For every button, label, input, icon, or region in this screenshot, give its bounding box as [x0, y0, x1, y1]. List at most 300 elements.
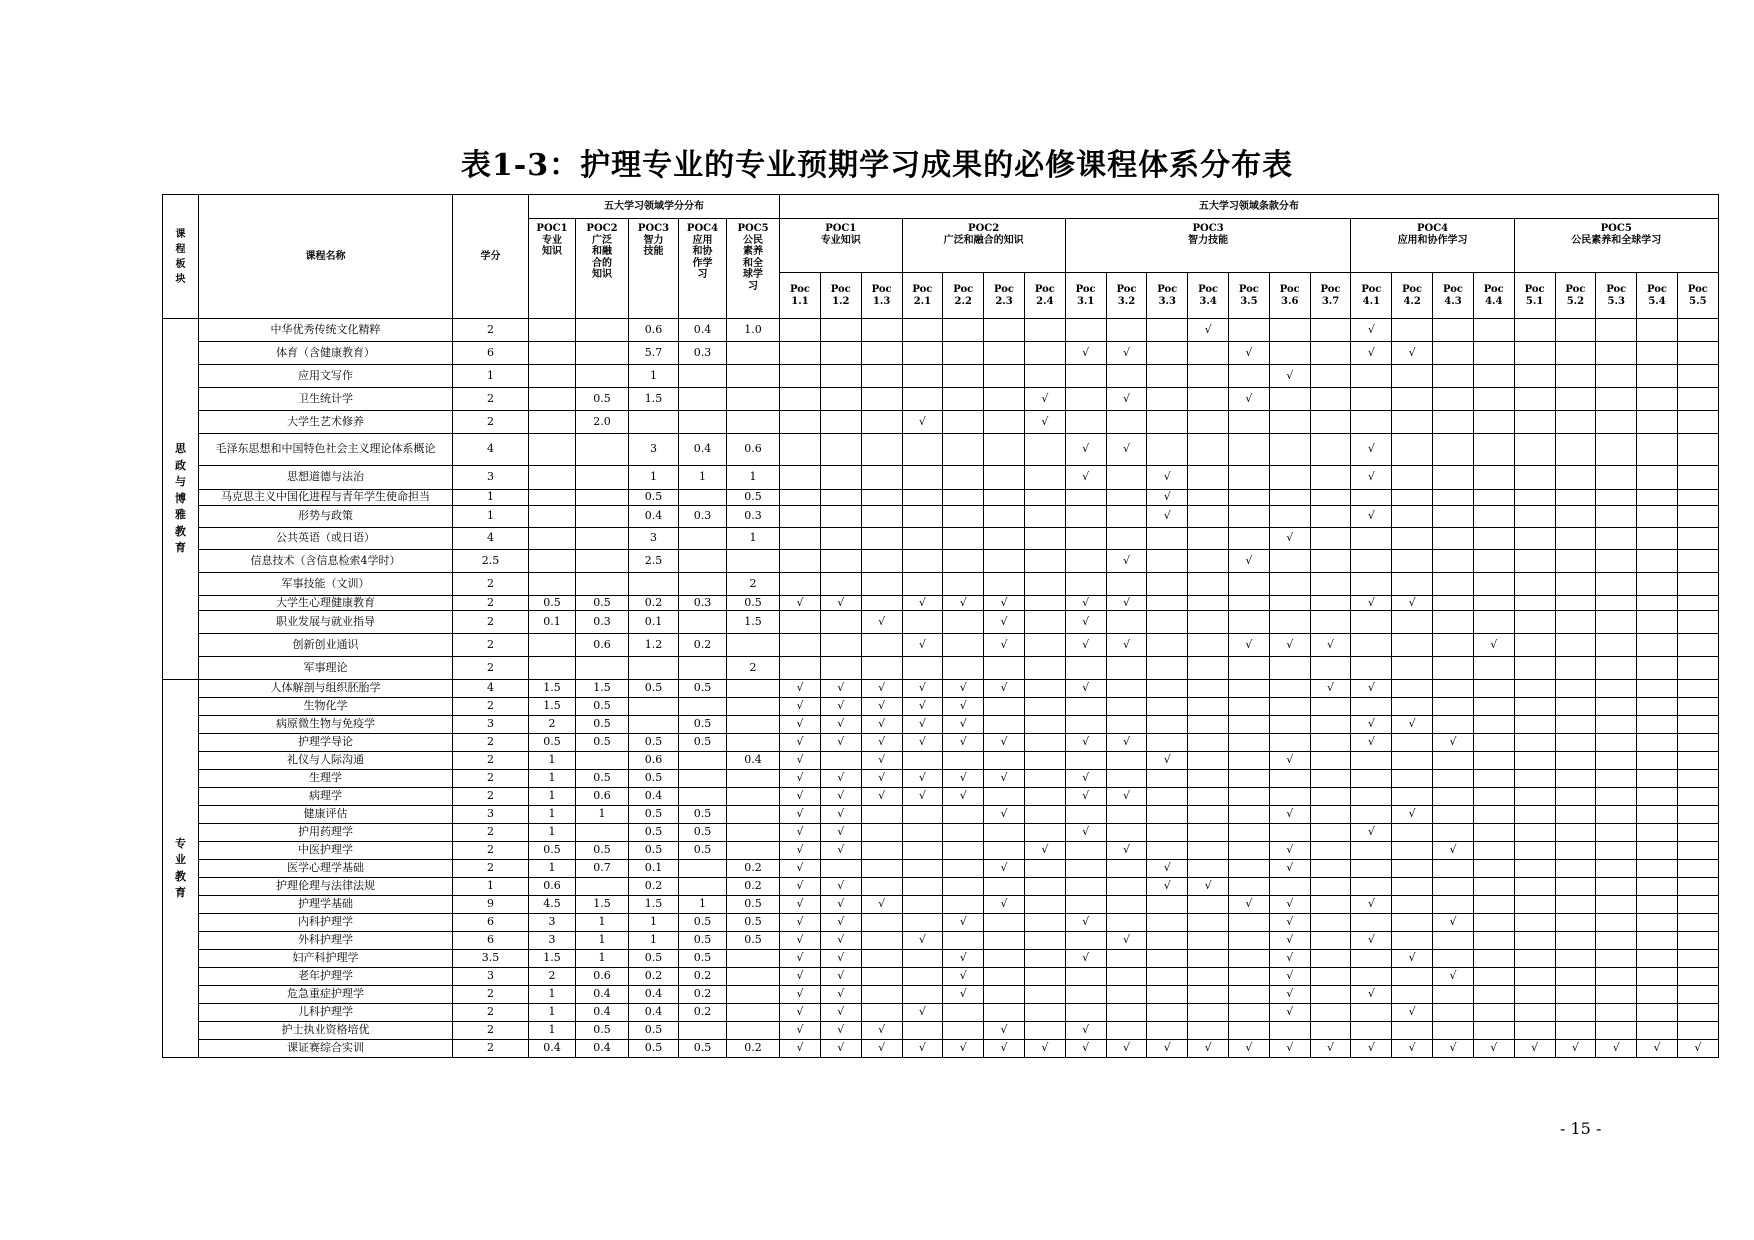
header-poc1-group: POC1 专业知识 — [780, 219, 902, 273]
credit-poc2: 0.5 — [576, 698, 629, 716]
empty-cell — [1351, 698, 1392, 716]
empty-cell — [780, 573, 821, 596]
empty-cell — [1514, 860, 1555, 878]
credit-poc4 — [679, 528, 727, 550]
table-row — [163, 1022, 1719, 1040]
empty-cell — [1351, 770, 1392, 788]
empty-cell — [1596, 506, 1637, 528]
credit-poc1: 1 — [529, 788, 576, 806]
empty-cell — [1351, 490, 1392, 506]
empty-cell — [820, 573, 861, 596]
empty-cell — [861, 490, 902, 506]
empty-cell — [1147, 550, 1188, 573]
empty-cell — [1229, 878, 1270, 896]
check-mark: √ — [780, 734, 821, 752]
course-credit: 2 — [453, 319, 529, 342]
table-row — [163, 860, 1719, 878]
check-mark: √ — [1269, 528, 1310, 550]
check-mark: √ — [1269, 1004, 1310, 1022]
course-credit: 2 — [453, 986, 529, 1004]
empty-cell — [943, 466, 984, 490]
empty-cell — [1147, 365, 1188, 388]
course-credit: 2 — [453, 596, 529, 611]
empty-cell — [1310, 388, 1351, 411]
empty-cell — [861, 342, 902, 365]
empty-cell — [1392, 466, 1433, 490]
empty-cell — [1433, 506, 1474, 528]
course-credit: 2 — [453, 1004, 529, 1022]
empty-cell — [1188, 388, 1229, 411]
course-credit: 2 — [453, 657, 529, 680]
credit-poc5 — [727, 550, 780, 573]
empty-cell — [1188, 506, 1229, 528]
empty-cell — [1596, 657, 1637, 680]
empty-cell — [1147, 528, 1188, 550]
credit-poc5: 0.4 — [727, 752, 780, 770]
empty-cell — [1147, 573, 1188, 596]
empty-cell — [1596, 806, 1637, 824]
empty-cell — [820, 550, 861, 573]
empty-cell — [1024, 914, 1065, 932]
empty-cell — [1065, 657, 1106, 680]
credit-poc4: 0.4 — [679, 434, 727, 466]
empty-cell — [1024, 806, 1065, 824]
empty-cell — [1637, 490, 1678, 506]
empty-cell — [943, 319, 984, 342]
check-mark: √ — [1024, 842, 1065, 860]
empty-cell — [1310, 657, 1351, 680]
empty-cell — [1555, 716, 1596, 734]
credit-poc4: 0.2 — [679, 968, 727, 986]
empty-cell — [1596, 528, 1637, 550]
table-row — [163, 842, 1719, 860]
empty-cell — [943, 932, 984, 950]
empty-cell — [1106, 824, 1147, 842]
empty-cell — [1677, 896, 1718, 914]
table-row — [163, 342, 1719, 365]
empty-cell — [1677, 411, 1718, 434]
credit-poc5: 1.0 — [727, 319, 780, 342]
credit-poc3: 0.2 — [629, 878, 679, 896]
empty-cell — [1392, 1022, 1433, 1040]
credit-poc2: 2.0 — [576, 411, 629, 434]
credit-poc1: 0.5 — [529, 596, 576, 611]
empty-cell — [1637, 896, 1678, 914]
credit-poc3: 0.5 — [629, 1022, 679, 1040]
credit-poc1 — [529, 573, 576, 596]
course-credit: 4 — [453, 434, 529, 466]
credit-poc2: 0.5 — [576, 770, 629, 788]
empty-cell — [1065, 932, 1106, 950]
check-mark: √ — [1065, 680, 1106, 698]
check-mark: √ — [1106, 388, 1147, 411]
credit-poc2: 0.4 — [576, 1040, 629, 1058]
check-mark: √ — [943, 968, 984, 986]
empty-cell — [943, 896, 984, 914]
empty-cell — [1310, 466, 1351, 490]
empty-cell — [1310, 878, 1351, 896]
header-sub-poc-1.1: Poc 1.1 — [780, 273, 821, 319]
empty-cell — [1637, 573, 1678, 596]
course-credit: 2 — [453, 698, 529, 716]
empty-cell — [1065, 573, 1106, 596]
check-mark: √ — [984, 634, 1025, 657]
credit-poc4: 0.5 — [679, 1040, 727, 1058]
header-poc3-credit: POC3 智力 技能 — [629, 219, 679, 319]
course-credit: 6 — [453, 914, 529, 932]
empty-cell — [1473, 434, 1514, 466]
empty-cell — [861, 968, 902, 986]
empty-cell — [820, 411, 861, 434]
empty-cell — [1024, 596, 1065, 611]
credit-poc3: 0.5 — [629, 680, 679, 698]
credit-poc5: 2 — [727, 573, 780, 596]
credit-poc2 — [576, 365, 629, 388]
credit-poc2: 0.5 — [576, 1022, 629, 1040]
empty-cell — [1433, 528, 1474, 550]
empty-cell — [1392, 490, 1433, 506]
course-name: 医学心理学基础 — [199, 860, 453, 878]
credit-poc4: 0.2 — [679, 1004, 727, 1022]
credit-poc1: 1 — [529, 1022, 576, 1040]
check-mark: √ — [1351, 506, 1392, 528]
credit-poc5: 1 — [727, 528, 780, 550]
empty-cell — [1188, 770, 1229, 788]
check-mark: √ — [1351, 680, 1392, 698]
empty-cell — [1065, 716, 1106, 734]
check-mark: √ — [1147, 506, 1188, 528]
empty-cell — [1229, 770, 1270, 788]
check-mark: √ — [1065, 1040, 1106, 1058]
course-name: 护用药理学 — [199, 824, 453, 842]
empty-cell — [1392, 319, 1433, 342]
credit-poc1 — [529, 319, 576, 342]
empty-cell — [1106, 914, 1147, 932]
empty-cell — [1596, 434, 1637, 466]
credit-poc1: 2 — [529, 716, 576, 734]
credit-poc5: 1.5 — [727, 611, 780, 634]
credit-poc1: 1 — [529, 752, 576, 770]
empty-cell — [1433, 490, 1474, 506]
check-mark: √ — [943, 1040, 984, 1058]
header-sub-poc-3.3: Poc 3.3 — [1147, 273, 1188, 319]
check-mark: √ — [1106, 1040, 1147, 1058]
empty-cell — [1188, 752, 1229, 770]
check-mark: √ — [943, 788, 984, 806]
check-mark: √ — [1106, 842, 1147, 860]
empty-cell — [1065, 490, 1106, 506]
empty-cell — [1310, 528, 1351, 550]
credit-poc4: 0.4 — [679, 319, 727, 342]
empty-cell — [1188, 860, 1229, 878]
check-mark: √ — [902, 1040, 943, 1058]
course-name: 大学生艺术修养 — [199, 411, 453, 434]
check-mark: √ — [861, 680, 902, 698]
empty-cell — [1188, 932, 1229, 950]
check-mark: √ — [1351, 896, 1392, 914]
empty-cell — [1637, 528, 1678, 550]
empty-cell — [1188, 896, 1229, 914]
check-mark: √ — [943, 680, 984, 698]
credit-poc4 — [679, 752, 727, 770]
credit-poc1 — [529, 528, 576, 550]
check-mark: √ — [780, 896, 821, 914]
course-name: 军事理论 — [199, 657, 453, 680]
empty-cell — [1024, 878, 1065, 896]
empty-cell — [1596, 716, 1637, 734]
check-mark: √ — [1065, 434, 1106, 466]
empty-cell — [1473, 506, 1514, 528]
empty-cell — [1229, 788, 1270, 806]
check-mark: √ — [902, 770, 943, 788]
empty-cell — [1065, 698, 1106, 716]
empty-cell — [1188, 466, 1229, 490]
check-mark: √ — [1147, 878, 1188, 896]
empty-cell — [1677, 573, 1718, 596]
empty-cell — [1106, 1004, 1147, 1022]
empty-cell — [780, 466, 821, 490]
empty-cell — [1229, 611, 1270, 634]
empty-cell — [1024, 466, 1065, 490]
check-mark: √ — [1065, 788, 1106, 806]
course-credit: 3.5 — [453, 950, 529, 968]
credit-poc3: 0.5 — [629, 770, 679, 788]
empty-cell — [861, 466, 902, 490]
credit-poc1: 1.5 — [529, 698, 576, 716]
empty-cell — [861, 878, 902, 896]
check-mark: √ — [820, 914, 861, 932]
empty-cell — [1677, 490, 1718, 506]
empty-cell — [1392, 388, 1433, 411]
empty-cell — [1677, 388, 1718, 411]
empty-cell — [1147, 734, 1188, 752]
empty-cell — [1024, 550, 1065, 573]
empty-cell — [1473, 611, 1514, 634]
empty-cell — [1310, 788, 1351, 806]
credit-poc5: 0.5 — [727, 914, 780, 932]
credit-poc3: 0.5 — [629, 490, 679, 506]
empty-cell — [1596, 824, 1637, 842]
check-mark: √ — [1269, 806, 1310, 824]
empty-cell — [1473, 388, 1514, 411]
empty-cell — [1188, 596, 1229, 611]
credit-poc3 — [629, 411, 679, 434]
check-mark: √ — [902, 932, 943, 950]
empty-cell — [1024, 788, 1065, 806]
course-credit: 3 — [453, 716, 529, 734]
credit-poc2: 1 — [576, 806, 629, 824]
check-mark: √ — [780, 1022, 821, 1040]
course-credit: 1 — [453, 365, 529, 388]
empty-cell — [1188, 950, 1229, 968]
credit-poc5: 0.2 — [727, 1040, 780, 1058]
empty-cell — [1473, 528, 1514, 550]
check-mark: √ — [780, 1004, 821, 1022]
empty-cell — [1637, 466, 1678, 490]
empty-cell — [1229, 490, 1270, 506]
check-mark: √ — [984, 896, 1025, 914]
check-mark: √ — [861, 1022, 902, 1040]
course-name: 健康评估 — [199, 806, 453, 824]
empty-cell — [1596, 411, 1637, 434]
empty-cell — [1473, 411, 1514, 434]
empty-cell — [861, 950, 902, 968]
empty-cell — [902, 657, 943, 680]
empty-cell — [984, 788, 1025, 806]
empty-cell — [1269, 342, 1310, 365]
empty-cell — [1433, 342, 1474, 365]
empty-cell — [1106, 896, 1147, 914]
empty-cell — [1637, 860, 1678, 878]
empty-cell — [1269, 411, 1310, 434]
empty-cell — [1147, 388, 1188, 411]
empty-cell — [1555, 824, 1596, 842]
empty-cell — [1269, 550, 1310, 573]
empty-cell — [861, 319, 902, 342]
check-mark: √ — [1392, 596, 1433, 611]
empty-cell — [1229, 698, 1270, 716]
credit-poc4: 0.3 — [679, 342, 727, 365]
empty-cell — [820, 365, 861, 388]
empty-cell — [984, 528, 1025, 550]
empty-cell — [1555, 1022, 1596, 1040]
credit-poc2 — [576, 490, 629, 506]
header-sub-poc-2.2: Poc 2.2 — [943, 273, 984, 319]
empty-cell — [1637, 968, 1678, 986]
credit-poc5 — [727, 388, 780, 411]
empty-cell — [1473, 860, 1514, 878]
empty-cell — [1106, 1022, 1147, 1040]
credit-poc2 — [576, 342, 629, 365]
empty-cell — [1433, 388, 1474, 411]
empty-cell — [1229, 1022, 1270, 1040]
check-mark: √ — [780, 716, 821, 734]
empty-cell — [1147, 1004, 1188, 1022]
empty-cell — [1147, 698, 1188, 716]
credit-poc4: 0.5 — [679, 824, 727, 842]
check-mark: √ — [1106, 634, 1147, 657]
check-mark: √ — [1392, 1040, 1433, 1058]
course-name: 礼仪与人际沟通 — [199, 752, 453, 770]
check-mark: √ — [780, 932, 821, 950]
empty-cell — [1473, 788, 1514, 806]
empty-cell — [820, 752, 861, 770]
empty-cell — [943, 1022, 984, 1040]
credit-poc5: 0.2 — [727, 878, 780, 896]
empty-cell — [984, 365, 1025, 388]
check-mark: √ — [1106, 550, 1147, 573]
empty-cell — [1351, 365, 1392, 388]
empty-cell — [1637, 634, 1678, 657]
check-mark: √ — [780, 878, 821, 896]
check-mark: √ — [1473, 634, 1514, 657]
empty-cell — [1433, 657, 1474, 680]
credit-poc5: 0.2 — [727, 860, 780, 878]
empty-cell — [1188, 411, 1229, 434]
empty-cell — [1065, 319, 1106, 342]
empty-cell — [861, 824, 902, 842]
empty-cell — [1637, 842, 1678, 860]
empty-cell — [1106, 806, 1147, 824]
empty-cell — [1065, 528, 1106, 550]
empty-cell — [1677, 788, 1718, 806]
table-row — [163, 986, 1719, 1004]
empty-cell — [1433, 806, 1474, 824]
credit-poc4: 0.5 — [679, 716, 727, 734]
empty-cell — [1677, 634, 1718, 657]
empty-cell — [1024, 434, 1065, 466]
empty-cell — [1269, 596, 1310, 611]
header-sub-poc-4.1: Poc 4.1 — [1351, 273, 1392, 319]
empty-cell — [902, 490, 943, 506]
check-mark: √ — [1351, 986, 1392, 1004]
credit-poc2: 0.5 — [576, 734, 629, 752]
empty-cell — [1596, 611, 1637, 634]
empty-cell — [1392, 506, 1433, 528]
empty-cell — [1106, 466, 1147, 490]
empty-cell — [1147, 657, 1188, 680]
empty-cell — [943, 611, 984, 634]
empty-cell — [902, 896, 943, 914]
check-mark: √ — [1351, 596, 1392, 611]
empty-cell — [1065, 860, 1106, 878]
empty-cell — [1596, 788, 1637, 806]
header-sub-poc-3.5: Poc 3.5 — [1229, 273, 1270, 319]
credit-poc3: 0.5 — [629, 734, 679, 752]
empty-cell — [1024, 1022, 1065, 1040]
credit-poc2 — [576, 319, 629, 342]
empty-cell — [861, 842, 902, 860]
course-credit: 2 — [453, 860, 529, 878]
empty-cell — [1024, 824, 1065, 842]
table-row — [163, 434, 1719, 466]
empty-cell — [820, 342, 861, 365]
empty-cell — [1147, 824, 1188, 842]
check-mark: √ — [902, 634, 943, 657]
empty-cell — [1473, 842, 1514, 860]
empty-cell — [1065, 896, 1106, 914]
course-credit: 2 — [453, 788, 529, 806]
credit-poc4 — [679, 657, 727, 680]
check-mark: √ — [902, 1004, 943, 1022]
empty-cell — [1637, 752, 1678, 770]
empty-cell — [1106, 319, 1147, 342]
check-mark: √ — [861, 734, 902, 752]
empty-cell — [1596, 1022, 1637, 1040]
check-mark: √ — [1433, 842, 1474, 860]
empty-cell — [1637, 878, 1678, 896]
course-credit: 4 — [453, 680, 529, 698]
empty-cell — [1433, 824, 1474, 842]
empty-cell — [1473, 1004, 1514, 1022]
header-sub-poc-3.6: Poc 3.6 — [1269, 273, 1310, 319]
empty-cell — [1310, 896, 1351, 914]
empty-cell — [1392, 860, 1433, 878]
empty-cell — [1473, 806, 1514, 824]
course-credit: 3 — [453, 466, 529, 490]
credit-poc1: 0.5 — [529, 842, 576, 860]
check-mark: √ — [902, 788, 943, 806]
empty-cell — [1229, 842, 1270, 860]
table-row — [163, 365, 1719, 388]
empty-cell — [1677, 466, 1718, 490]
credit-poc3: 3 — [629, 434, 679, 466]
check-mark: √ — [1188, 319, 1229, 342]
empty-cell — [984, 698, 1025, 716]
credit-poc3 — [629, 698, 679, 716]
check-mark: √ — [780, 1040, 821, 1058]
check-mark: √ — [1351, 734, 1392, 752]
